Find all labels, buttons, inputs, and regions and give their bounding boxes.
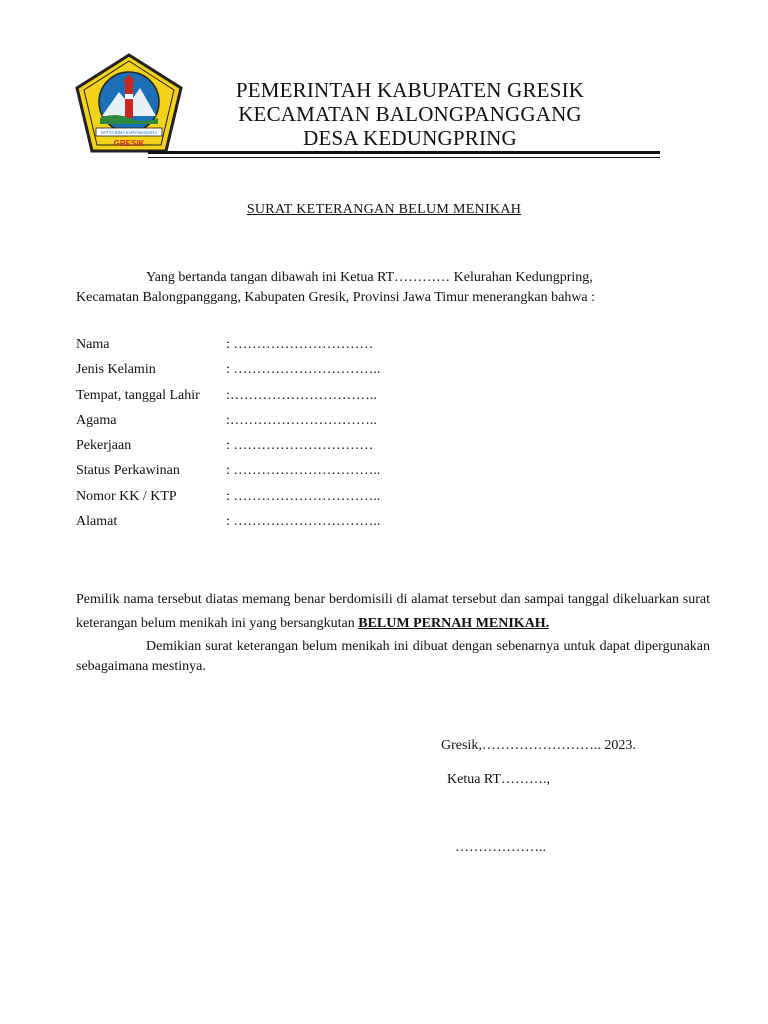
- field-label: Status Perkawinan: [76, 463, 180, 479]
- letterhead-district: KECAMATAN BALONGPANGGANG: [238, 102, 582, 126]
- field-row: [76, 411, 710, 436]
- letterhead-rule-thick: [148, 151, 660, 154]
- logo-text: GRESIK: [113, 139, 145, 148]
- field-label: Tempat, tanggal Lahir: [76, 387, 200, 403]
- opening-paragraph: [76, 268, 710, 308]
- letterhead-government: PEMERINTAH KABUPATEN GRESIK: [235, 78, 585, 102]
- field-row: [76, 335, 710, 360]
- field-value: :…………………………..: [226, 387, 377, 403]
- logo-lighthouse: [125, 82, 133, 118]
- statement-paragraph: [76, 588, 710, 636]
- statement-line-1: Pemilik nama tersebut diatas memang benar berdomisili di alamat tersebut dan sampai tanggal: [76, 592, 610, 607]
- field-value: : …………………………: [226, 337, 374, 352]
- field-label: Nama: [76, 337, 110, 352]
- field-value: : …………………………..: [226, 463, 381, 479]
- statement-emphasis: BELUM PERNAH MENIKAH.: [358, 616, 550, 631]
- signature-name: ………………..: [455, 840, 546, 855]
- closing-paragraph: [76, 637, 710, 677]
- field-row: [76, 360, 710, 385]
- field-value: :…………………………..: [226, 412, 377, 428]
- document-title: SURAT KETERANGAN BELUM MENIKAH: [246, 202, 522, 217]
- field-label: Alamat: [76, 514, 118, 530]
- signature-place-date: Gresik,…………………….. 2023.: [441, 738, 636, 753]
- field-label: Nomor KK / KTP: [76, 488, 177, 504]
- signature-role: Ketua RT……….,: [447, 772, 550, 787]
- field-label: Jenis Kelamin: [76, 362, 156, 378]
- field-value: : …………………………..: [226, 514, 381, 530]
- field-row: [76, 386, 710, 411]
- gresik-regency-logo: [74, 52, 184, 154]
- field-value: : …………………………..: [226, 488, 381, 504]
- logo-lighthouse-band: [125, 94, 133, 99]
- field-row: [76, 487, 710, 512]
- opening-line-1: Yang bertanda tangan dibawah ini Ketua RT………… Kelurahan Kedungpring,: [146, 270, 593, 285]
- opening-line-2: Kecamatan Balongpanggang, Kabupaten Gresik, Provinsi Jawa Timur menerangkan bahwa :: [76, 290, 596, 305]
- closing-line-2: dipergunakan sebagaimana mestinya.: [76, 639, 711, 674]
- statement-line-2: dikeluarkan surat keterangan belum menikah ini yang bersangkutan: [76, 592, 711, 631]
- field-value: : …………………………: [226, 438, 374, 454]
- field-label: Agama: [76, 412, 117, 428]
- closing-line-1: Demikian surat keterangan belum menikah ini dibuat dengan sebenarnya untuk dapat: [146, 639, 630, 654]
- field-row: [76, 512, 710, 537]
- field-row: [76, 461, 710, 486]
- field-label: Pekerjaan: [76, 438, 132, 454]
- letterhead-rule-thin: [148, 157, 660, 158]
- letterhead-village: DESA KEDUNGPRING: [303, 126, 517, 150]
- field-row: [76, 436, 710, 461]
- letterhead: [190, 78, 630, 150]
- identity-fields: [76, 335, 710, 537]
- field-value: : …………………………..: [226, 362, 381, 378]
- logo-motto: SATYA BINA KARYANAGARA: [100, 130, 158, 135]
